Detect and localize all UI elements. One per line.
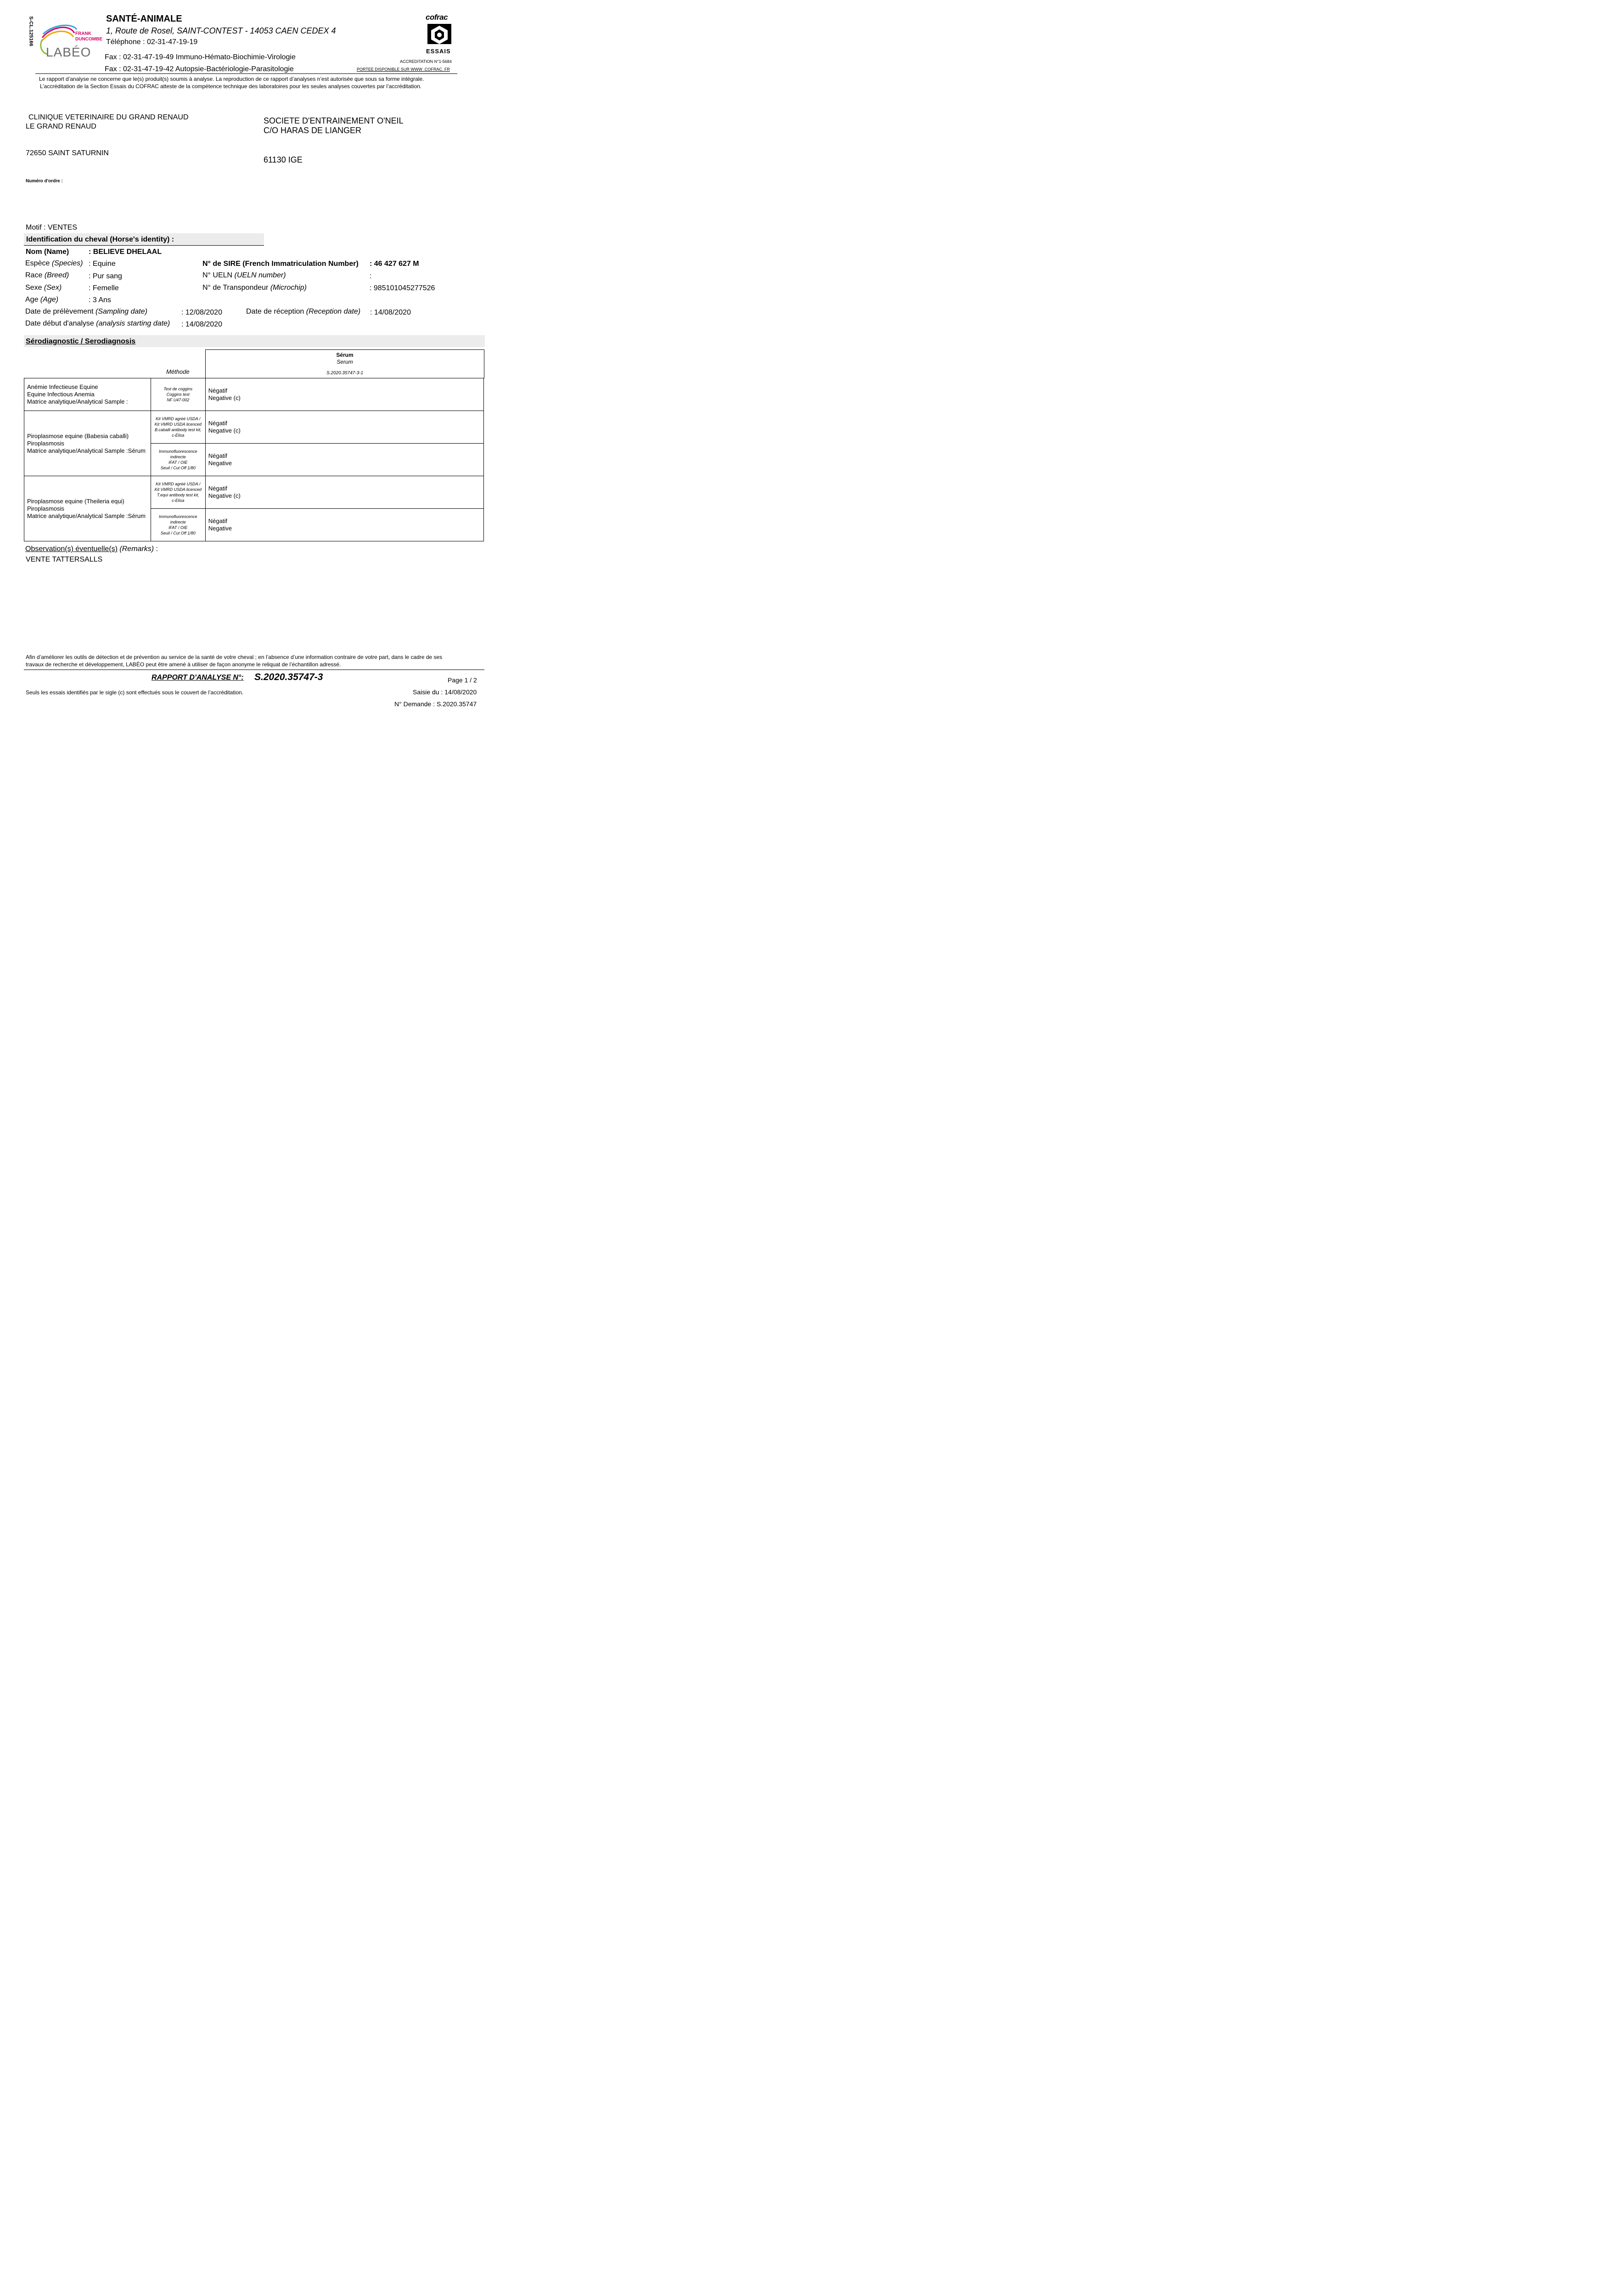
age-label-en: (Age)	[40, 296, 59, 304]
ueln-label	[202, 271, 286, 280]
method-cell	[151, 411, 205, 444]
species-label-en: (Species)	[51, 259, 83, 267]
result-fr: Négatif	[208, 518, 227, 524]
analysis-label-en: (analysis starting date)	[96, 320, 170, 327]
species-value: : Equine	[89, 260, 116, 268]
species-label	[25, 259, 83, 268]
remarks-label-en: (Remarks)	[119, 545, 154, 553]
name-value: : BELIEVE DHELAAL	[89, 248, 162, 256]
analysis-date-label	[25, 320, 170, 328]
result-cell	[205, 476, 483, 509]
reception-label-en: (Reception date)	[306, 308, 361, 315]
serum-header-fr: Sérum	[336, 352, 354, 358]
age-label-fr: Age	[25, 296, 39, 304]
recipient-line-2: C/O HARAS DE LIANGER	[264, 126, 362, 135]
recipient-city: 61130 IGE	[264, 155, 303, 164]
breed-label-en: (Breed)	[44, 271, 69, 279]
results-table	[24, 378, 484, 541]
method-line: Kit VMRD agréé USDA /	[156, 482, 201, 486]
table-row	[24, 476, 484, 509]
method-line: Test de coggins	[163, 387, 193, 391]
cofrac-portee: PORTEE DISPONIBLE SUR WWW .COFRAC. FR	[357, 67, 450, 72]
report-label: RAPPORT D'ANALYSE N°:	[152, 674, 244, 681]
sex-value: : Femelle	[89, 284, 119, 292]
cofrac-bottom: ESSAIS	[426, 48, 451, 55]
cofrac-emblem-icon	[426, 23, 453, 46]
method-line: Kit VMRD USDA licenced	[154, 422, 202, 427]
analysis-name-1: Piroplasmose equine (Babesia caballi)	[27, 432, 129, 439]
method-line: Kit VMRD USDA licenced	[154, 487, 202, 492]
ueln-label-en: (UELN number)	[234, 271, 286, 279]
disclaimer-line-1: Le rapport d’analyse ne concerne que le(s) produit(s) soumis à analyse. La reproduction de ce rapport d’analyses n’est autorisée que sous sa forme intégrale.	[39, 76, 424, 82]
method-line: T.equi antibody test kit,	[157, 493, 199, 497]
method-cell	[151, 509, 205, 541]
lab-title: SANTÉ-ANIMALE	[106, 14, 182, 24]
age-value: : 3 Ans	[89, 296, 111, 304]
reception-date-label	[246, 308, 360, 316]
method-line: indirecte	[170, 520, 186, 524]
footer-note-2: travaux de recherche et développement, LABÉO peut être amené à utiliser de façon anonyme le reliquat de l’échantillon adressé.	[26, 661, 341, 668]
lab-address: 1, Route de Rosel, SAINT-CONTEST - 14053 CAEN CEDEX 4	[106, 26, 336, 35]
identification-title: Identification du cheval (Horse's identity) :	[26, 236, 174, 243]
analysis-name-1: Piroplasmose equine (Theileria equi)	[27, 497, 124, 505]
analysis-name-3: Matrice analytique/Analytical Sample :	[27, 398, 128, 405]
analysis-label-fr: Date début d'analyse	[25, 320, 94, 327]
name-label: Nom (Name)	[26, 248, 69, 256]
sampling-label-fr: Date de prélèvement	[25, 308, 94, 315]
sampling-date-label	[25, 308, 147, 316]
transponder-value: : 985101045277526	[370, 284, 435, 292]
method-cell	[151, 444, 205, 476]
result-cell	[205, 509, 483, 541]
analysis-name-cell	[24, 476, 151, 541]
age-label	[25, 296, 58, 304]
demande-number: N° Demande : S.2020.35747	[394, 700, 477, 708]
analysis-name-2: Piroplasmosis	[27, 439, 64, 447]
analysis-name-1: Anémie Infectieuse Equine	[27, 383, 98, 390]
logo-sub2: DUNCOMBE	[75, 37, 102, 42]
page-number: Page 1 / 2	[448, 676, 477, 684]
serum-header-en: Serum	[337, 359, 353, 365]
breed-value: : Pur sang	[89, 272, 122, 280]
sender-city: 72650 SAINT SATURNIN	[26, 149, 109, 157]
species-label-fr: Espèce	[25, 259, 50, 267]
method-line: IFAT / OIE	[168, 525, 188, 530]
analysis-name-2: Piroplasmosis	[27, 505, 64, 512]
method-line: Immunofluorescence	[158, 514, 197, 519]
lab-fax-1: Fax : 02-31-47-19-49 Immuno-Hémato-Biochimie-Virologie	[105, 53, 296, 61]
reception-label-fr: Date de réception	[246, 308, 304, 315]
method-line: Coggins test	[166, 392, 190, 397]
disclaimer-line-2: L’accréditation de la Section Essais du COFRAC atteste de la compétence technique des laboratoires pour les seules analyses couvertes par l’accréditation.	[40, 83, 422, 90]
recipient-line-1: SOCIETE D'ENTRAINEMENT O'NEIL	[264, 116, 404, 125]
method-line: Seuil / Cut Off 1/80	[160, 531, 196, 535]
method-header: Méthode	[166, 368, 190, 375]
remarks-value: VENTE TATTERSALLS	[26, 556, 103, 563]
method-line: c-Elisa	[172, 498, 185, 503]
result-en: Negative	[208, 460, 232, 467]
saisie-date: Saisie du : 14/08/2020	[413, 688, 477, 696]
header-rule	[35, 73, 457, 74]
table-row	[24, 378, 484, 411]
lab-fax-2: Fax : 02-31-47-19-42 Autopsie-Bactériologie-Parasitologie	[105, 65, 294, 73]
sire-value: : 46 427 627 M	[370, 260, 419, 268]
cofrac-logo	[425, 13, 454, 56]
transponder-label-fr: N° de Transpondeur	[202, 284, 269, 292]
logo-brand: LABÉO	[46, 45, 91, 59]
sample-id: S.2020.35747-3-1	[326, 371, 364, 376]
analysis-name-3: Matrice analytique/Analytical Sample :Sérum	[27, 447, 146, 454]
transponder-label-en: (Microchip)	[270, 284, 307, 292]
sampling-date-value: : 12/08/2020	[181, 309, 222, 316]
analysis-date-value: : 14/08/2020	[181, 321, 222, 328]
sex-label	[25, 284, 62, 292]
method-line: Seuil / Cut Off 1/80	[160, 466, 196, 470]
result-en: Negative	[208, 525, 232, 532]
method-line: c-Elisa	[172, 433, 185, 438]
sero-title: Sérodiagnostic / Serodiagnosis	[26, 338, 136, 345]
result-en: Negative (c)	[208, 394, 241, 401]
method-line: IFAT / OIE	[168, 460, 188, 465]
method-line: indirecte	[170, 455, 186, 459]
analysis-name-3: Matrice analytique/Analytical Sample :Sérum	[27, 512, 146, 519]
result-en: Negative (c)	[208, 492, 241, 499]
result-fr: Négatif	[208, 420, 227, 427]
analysis-name-2: Equine Infectious Anemia	[27, 391, 95, 398]
remarks-colon: :	[156, 545, 158, 553]
sex-label-fr: Sexe	[25, 284, 42, 292]
lab-phone: Téléphone : 02-31-47-19-19	[106, 38, 198, 46]
logo-sub1: FRANK	[75, 31, 91, 36]
breed-label-fr: Race	[25, 271, 43, 279]
sender-line-2: LE GRAND RENAUD	[26, 123, 96, 130]
method-line: B.caballi antibody test kit,	[154, 428, 202, 432]
sender-line-1: CLINIQUE VETERINAIRE DU GRAND RENAUD	[28, 113, 189, 121]
serum-header-box	[205, 349, 484, 378]
analysis-name-cell	[24, 411, 151, 476]
result-cell	[205, 411, 483, 444]
remarks-label	[25, 545, 158, 553]
result-cell	[205, 444, 483, 476]
analysis-name-cell	[24, 378, 151, 411]
method-cell	[151, 378, 205, 411]
report-number: S.2020.35747-3	[254, 672, 323, 682]
sampling-label-en: (Sampling date)	[95, 308, 147, 315]
sire-label: N° de SIRE (French Immatriculation Number)	[202, 260, 359, 268]
method-line: NF U47-002	[167, 398, 190, 402]
cofrac-accreditation: ACCREDITATION N°1-5684	[400, 59, 452, 64]
cofrac-top: cofrac	[426, 13, 448, 22]
accreditation-note: Seuls les essais identifiés par le sigle (c) sont effectués sous le couvert de l’accréditation.	[26, 689, 244, 696]
remarks-label-fr: Observation(s) éventuelle(s)	[25, 545, 118, 553]
transponder-label	[202, 284, 307, 292]
result-en: Negative (c)	[208, 427, 241, 434]
reception-date-value: : 14/08/2020	[370, 309, 411, 316]
labeo-logo	[38, 24, 102, 61]
result-fr: Négatif	[208, 452, 227, 459]
footer-note-1: Afin d’améliorer les outils de détection et de prévention au service de la santé de votre cheval ; en l’absence d’une information contraire de votre part, dans le cadre de ses	[26, 654, 443, 660]
sex-label-en: (Sex)	[44, 284, 62, 292]
method-line: Kit VMRD agréé USDA /	[156, 416, 201, 421]
ueln-label-fr: N° UELN	[202, 271, 233, 279]
side-code: S-CL.125166	[28, 16, 34, 46]
method-cell	[151, 476, 205, 509]
result-fr: Négatif	[208, 387, 227, 394]
table-row	[24, 411, 484, 444]
result-fr: Négatif	[208, 485, 227, 492]
breed-label	[25, 271, 69, 280]
order-number-label: Numéro d'ordre :	[26, 179, 63, 184]
ueln-value: :	[370, 272, 372, 280]
motif: Motif : VENTES	[26, 224, 78, 231]
method-line: Immunofluorescence	[158, 449, 197, 454]
result-cell	[205, 378, 483, 411]
